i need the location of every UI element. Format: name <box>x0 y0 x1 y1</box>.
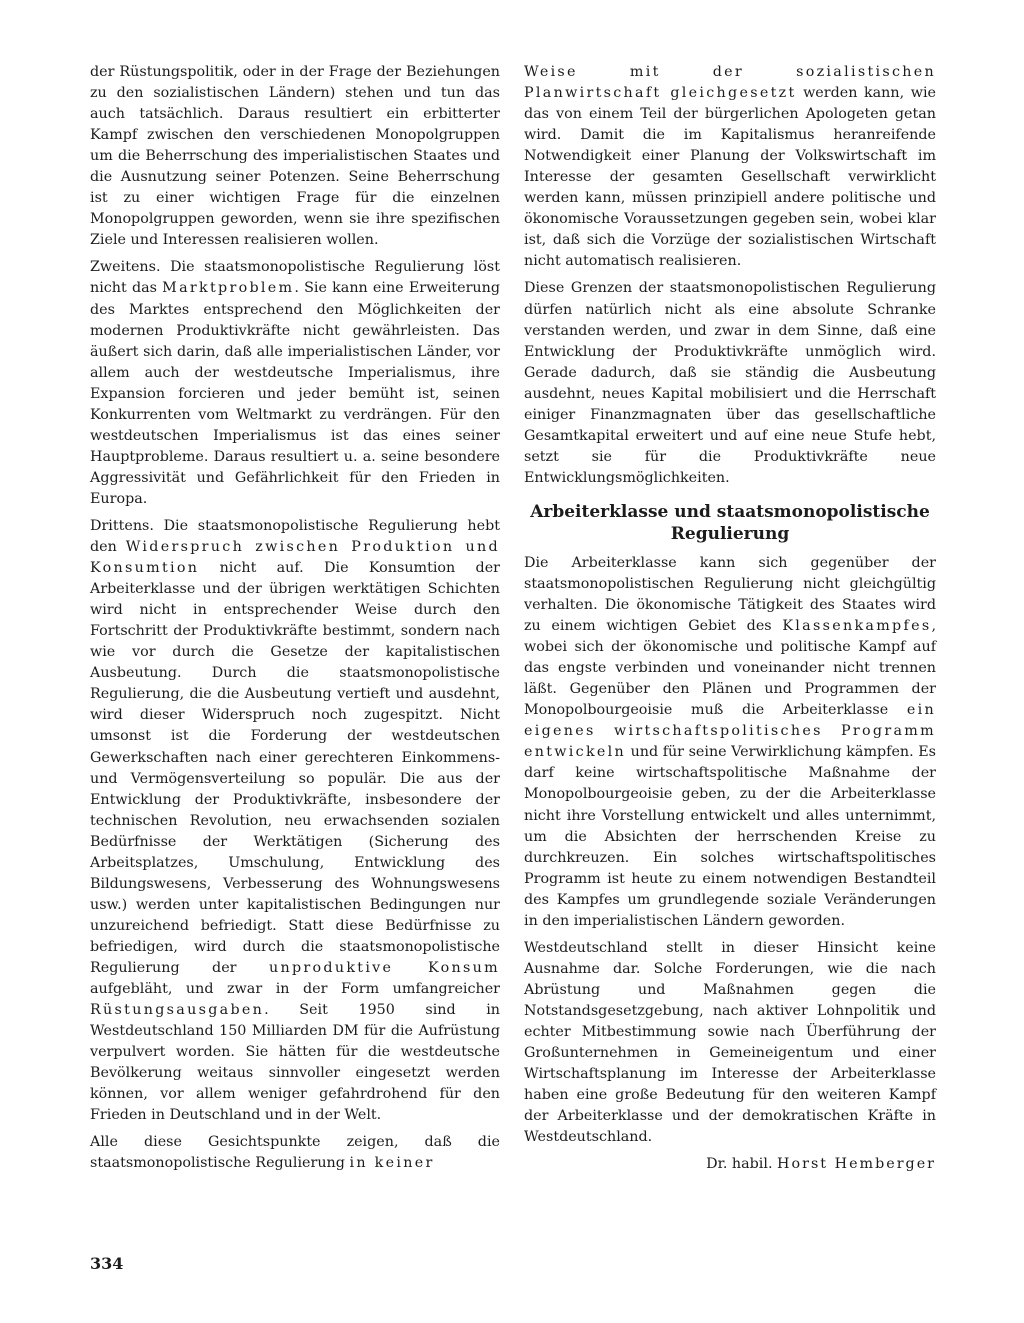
emphasis-programm: ein eigenes wirtschaftspolitisches Programm entwickeln <box>524 702 936 761</box>
paragraph-zweitens <box>90 257 500 510</box>
left-column <box>90 62 500 1180</box>
emphasis-unproduktive-konsum: unproduktive Konsum <box>268 959 500 976</box>
text-segment: Die Arbeiterklasse kann sich gegenüber der staatsmonopolistischen Regulierung nicht gleichgültig verhalten. Die ökonomische Tätigkeit des Staates wird zu einem wichtigen Gebiet des <box>524 554 936 635</box>
paragraph-westdeutschland: Westdeutschland stellt in dieser Hinsicht keine Ausnahme dar. Solche Forderungen, wie die nach Abrüstung und Maßnahmen gegen die Notstandsgesetzgebung, nach aktiver Lohnpolitik und echter Mitbestimmung sowie nach Überführung der Großunternehmen in Gemeineigentum und einer Wirtschaftsplanung im Interesse der Arbeiterklasse haben eine große Bedeutung für den weiteren Kampf der Arbeiterklasse und der demokratischen Kräfte in Westdeutschland. <box>524 939 936 1146</box>
author-name: Horst Hemberger <box>777 1156 936 1173</box>
emphasis-marktproblem: Marktproblem <box>162 280 295 297</box>
paragraph-rustungspolitik: der Rüstungspolitik, oder in der Frage der Beziehungen zu den sozialistischen Ländern) stehen und tun das auch tatsächlich. Daraus resultiert ein erbitterter Kampf zwischen den verschiedenen Monopolgruppen um die Beherrschung des imperialistischen Staates und die Ausnutzung seiner Potenzen. Seine Beherrschung ist zu einer wichtigen Frage für die einzelnen Monopolgruppen geworden, wenn sie ihre spezifischen Ziele und Interessen realisieren wollen. <box>90 64 500 249</box>
emphasis-rustungsausgaben: Rüstungsausgaben <box>90 1002 265 1019</box>
author-signature <box>524 1154 936 1175</box>
text-segment: Zweitens. Die staatsmonopolistische Regulierung löst nicht das <box>90 259 500 297</box>
text-segment: und für seine Verwirklichung kämpfen. Es darf keine wirtschaftspolitische Maßnahme der Monopolbourgeoisie geben, zu der die Arbeiterklasse nicht ihre Vorstellung entwickelt und alles unternimmt, um die Absichten der herrschenden Kreise zu durchkreuzen. Ein solches wirtschaftspolitisches Programm ist heute zu einem notwendigen Bestandteil des Kampfes um grundlegende soziale Veränderungen in den imperialistischen Ländern geworden. <box>524 744 936 929</box>
emphasis-widerspruch: Widerspruch zwischen Produktion und Konsumtion <box>90 539 500 577</box>
text-segment: . Seit 1950 sind in Westdeutschland 150 Milliarden DM für die Aufrüstung verpulvert worden. Sie hätten für die westdeutsche Bevölkerung weitaus sinnvoller eingesetzt werden können, vor allem weniger gefahrdrohend für den Frieden in Deutschland und in der Welt. <box>90 1002 500 1124</box>
text-segment: aufgebläht, und zwar in der Form umfangreicher <box>90 981 500 998</box>
emphasis-klassenkampfes: Klassenkampfes <box>782 618 932 635</box>
section-heading: Arbeiterklasse und staatsmonopolistische Regulierung <box>530 501 930 544</box>
paragraph-grenzen: Diese Grenzen der staatsmonopolistischen Regulierung dürfen natürlich nicht als eine absolute Schranke verstanden werden, und zwar in dem Sinne, daß eine Entwicklung der Produktivkräfte unmöglich wird. Gerade dadurch, daß sie ständig die Ausbeutung ausdehnt, neues Kapital mobilisiert und die Herrschaft einiger Finanzmagnaten über das gesellschaftliche Gesamtkapital erweitert und auf eine neue Stufe hebt, setzt sie für die Produktivkräfte neue Entwicklungsmöglichkeiten. <box>524 280 936 486</box>
right-column <box>524 62 936 1175</box>
text-segment: . Sie kann eine Erweiterung des Marktes entsprechend den Möglichkeiten der modernen Produktivkräfte nicht gewährleisten. Das äußert sich darin, daß alle imperialistischen Länder, vor allem auch der westdeutsche Imperialismus, ihre Expansion forcieren und jeder bemüht ist, seinen Konkurrenten vom Weltmarkt zu verdrängen. Für den westdeutschen Imperialismus ist das eines seiner Hauptprobleme. Daraus resultiert u. a. seine besondere Aggressivität und Gefährlichkeit für den Frieden in Europa. <box>90 280 500 507</box>
author-title: Dr. habil. <box>706 1156 778 1173</box>
paragraph-planwirtschaft <box>524 62 936 272</box>
emphasis-in-keiner: in keiner <box>349 1155 435 1172</box>
paragraph-arbeiterklasse <box>524 553 936 932</box>
text-segment: werden kann, wie das von einem Teil der bürgerlichen Apologeten getan wird. Damit die im Kapitalismus heranreifende Notwendigkeit einer Planung der Volkswirtschaft im Interesse der gesamten Gesellschaft verwirklicht werden kann, müssen prinzipiell andere politische und ökonomische Voraussetzungen gegeben sein, wobei klar ist, daß sich die Vorzüge der sozialistischen Wirtschaft nicht automatisch realisieren. <box>524 85 936 270</box>
paragraph-gesichtspunkte <box>90 1132 500 1174</box>
paragraph-drittens <box>90 516 500 1126</box>
text-segment: Alle diese Gesichtspunkte zeigen, daß die staatsmonopolistische Regulierung <box>90 1134 500 1172</box>
text-segment: , wobei sich der ökonomische und politische Kampf auf das engste verbinden und voneinander nicht trennen läßt. Gegenüber den Plänen und Programmen der Monopolbourgeoisie muß die Arbeiterklasse <box>524 618 936 719</box>
text-segment: nicht auf. Die Konsumtion der Arbeiterklasse und der übrigen werktätigen Schichten wird nicht in entsprechender Weise durch den Fortschritt der Produktivkräfte bestimmt, sondern nach wie vor durch die Gesetze der kapitalistischen Ausbeutung. Durch die staatsmonopolistische Regulierung, die die Ausbeutung vertieft und ausdehnt, wird dieser Widerspruch noch zugespitzt. Nicht umsonst ist die Forderung der westdeutschen Gewerkschaften nach einer gerechteren Einkommens- und Vermögensverteilung so populär. Die aus der Entwicklung der Produktivkräfte, insbesondere der technischen Revolution, neu erwachsenden sozialen Bedürfnisse der Werktätigen (Sicherung des Arbeitsplatzes, Umschulung, Entwicklung des Bildungswesens, Verbesserung des Wohnungswesens usw.) werden unter kapitalistischen Bedingungen nur unzureichend befriedigt. Statt diese Bedürfnisse zu befriedigen, wird durch die staatsmonopolistische Regulierung der <box>90 560 500 976</box>
text-segment: Drittens. Die staatsmonopolistische Regulierung hebt den <box>90 517 500 556</box>
emphasis-planwirtschaft: Weise mit der sozialistischen Planwirtschaft gleichgesetzt <box>524 64 936 102</box>
page-number: 334 <box>90 1254 124 1273</box>
